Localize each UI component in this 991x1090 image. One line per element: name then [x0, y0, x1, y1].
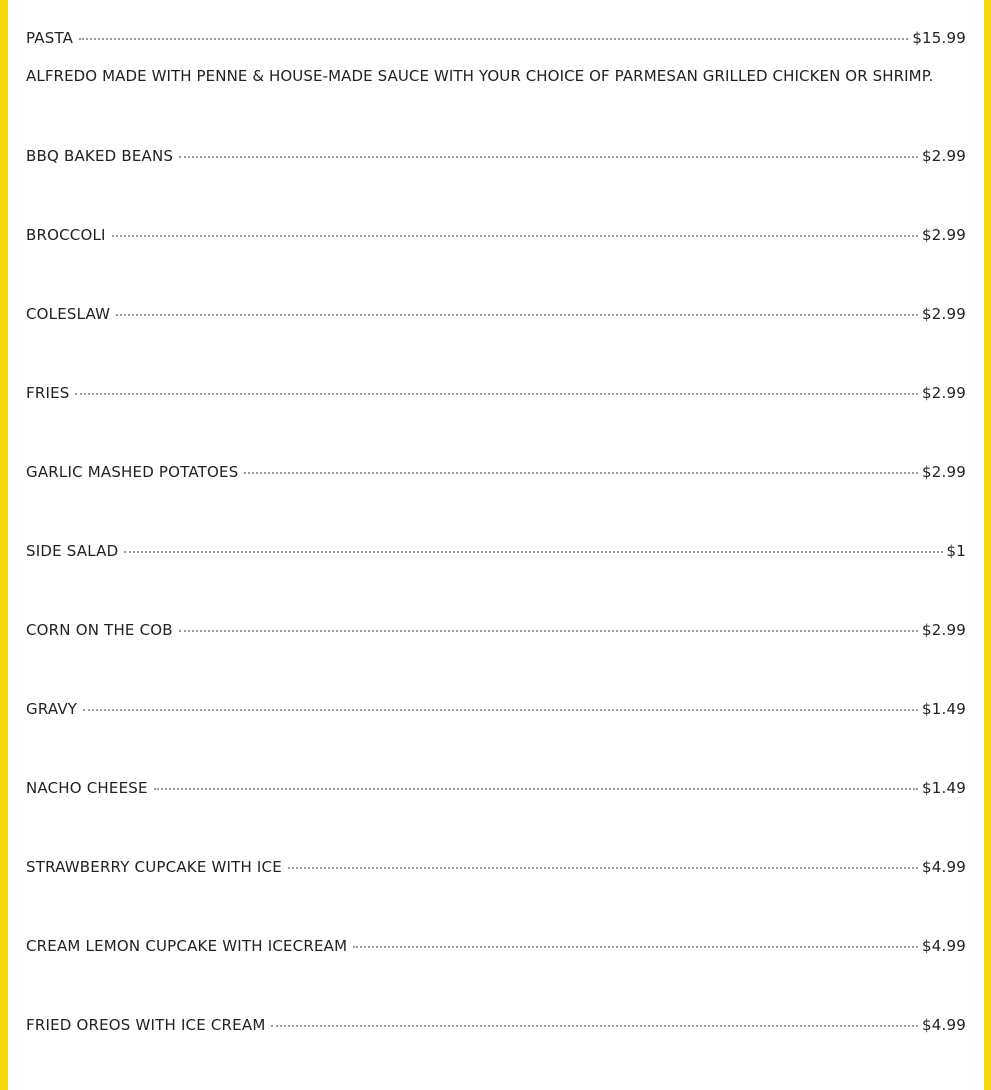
menu-item-broccoli: [26, 226, 966, 246]
menu-item-price: $2.99: [922, 305, 966, 323]
dot-leader: [271, 1025, 918, 1027]
menu-item-price: $1.49: [922, 779, 966, 797]
menu-item-name: NACHO CHEESE: [26, 779, 148, 797]
menu-item-price: $2.99: [922, 147, 966, 165]
menu-item-price: $2.99: [922, 384, 966, 402]
menu-item-price: $2.99: [922, 463, 966, 481]
menu-item-name: GRAVY: [26, 700, 78, 718]
dot-leader: [353, 946, 918, 948]
menu-item-cream-lemon-cupcake: [26, 937, 966, 957]
menu-item-name: PASTA: [26, 29, 74, 47]
menu-item-price: $1: [946, 542, 966, 560]
dot-leader: [116, 314, 918, 316]
left-yellow-border: [0, 0, 8, 1090]
menu-item-corn-on-the-cob: [26, 621, 966, 641]
menu-item-price: $2.99: [922, 226, 966, 244]
dot-leader: [79, 38, 908, 40]
dot-leader: [179, 156, 918, 158]
dot-leader: [124, 551, 942, 553]
dot-leader: [83, 709, 918, 711]
dot-leader: [179, 630, 918, 632]
menu-item-coleslaw: [26, 305, 966, 325]
menu-item-garlic-mashed-potatoes: [26, 463, 966, 483]
dot-leader: [75, 393, 918, 395]
dot-leader: [154, 788, 918, 790]
menu-item-name: COLESLAW: [26, 305, 111, 323]
menu-item-gravy: [26, 700, 966, 720]
menu-item-bbq-baked-beans: [26, 147, 966, 167]
menu-item-name: FRIED OREOS WITH ICE CREAM: [26, 1016, 266, 1034]
menu-item-name: FRIES: [26, 384, 70, 402]
menu-item-price: $4.99: [922, 1016, 966, 1034]
menu-item-price: $4.99: [922, 858, 966, 876]
menu-item-description: ALFREDO MADE WITH PENNE & HOUSE-MADE SAUCE WITH YOUR CHOICE OF PARMESAN GRILLED CHICKEN OR SHRIMP.: [26, 67, 934, 85]
menu-item-name: CREAM LEMON CUPCAKE WITH ICECREAM: [26, 937, 348, 955]
menu-item-price: $15.99: [912, 29, 966, 47]
menu-item-name: CORN ON THE COB: [26, 621, 173, 639]
dot-leader: [112, 235, 918, 237]
dot-leader: [288, 867, 918, 869]
menu-item-fries: [26, 384, 966, 404]
menu-item-name: SIDE SALAD: [26, 542, 119, 560]
menu-item-side-salad: [26, 542, 966, 562]
menu-item-fried-oreos: [26, 1016, 966, 1036]
menu-item-name: GARLIC MASHED POTATOES: [26, 463, 239, 481]
menu-item-price: $4.99: [922, 937, 966, 955]
menu-item-strawberry-cupcake: [26, 858, 966, 878]
menu-item-price: $1.49: [922, 700, 966, 718]
menu-item-nacho-cheese: [26, 779, 966, 799]
menu-item-name: BROCCOLI: [26, 226, 106, 244]
menu-item-name: BBQ BAKED BEANS: [26, 147, 174, 165]
menu-item-pasta: [26, 29, 966, 49]
menu-item-name: STRAWBERRY CUPCAKE WITH ICE: [26, 858, 282, 876]
dot-leader: [244, 472, 918, 474]
right-yellow-border: [984, 0, 991, 1090]
menu-item-price: $2.99: [922, 621, 966, 639]
